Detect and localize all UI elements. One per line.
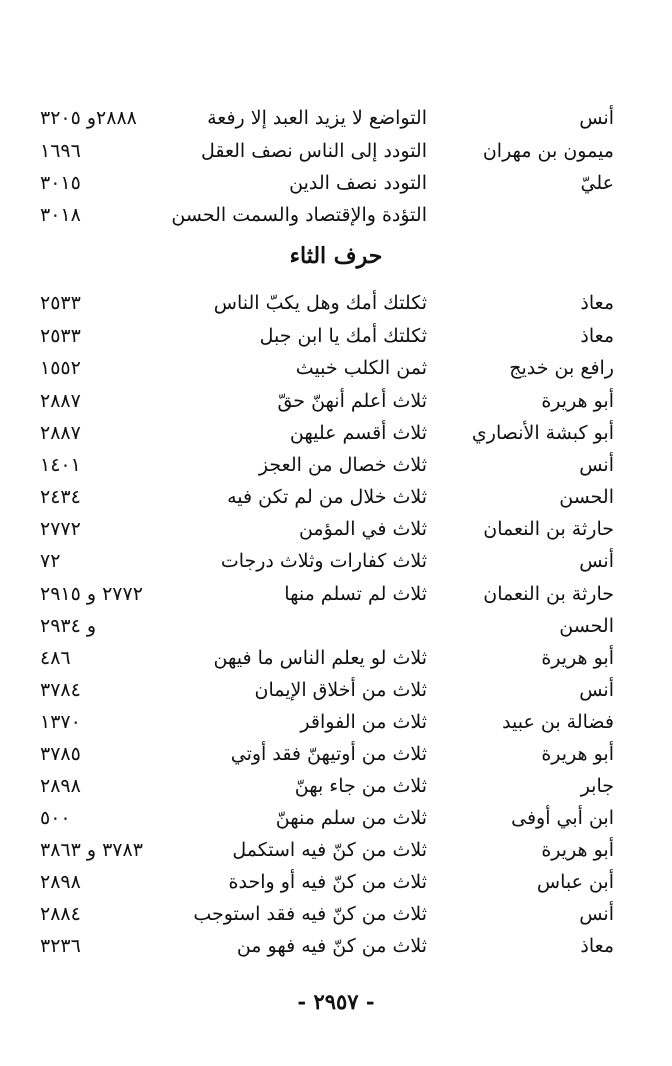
narrator: أبو هريرة (541, 839, 614, 861)
hadith-text: ثلاث من كنّ فيه أو واحدة (228, 871, 427, 893)
hadith-text: ثمن الكلب خبيث (295, 357, 427, 379)
reference-number: ٢٧٧٢ (40, 518, 81, 540)
reference-number: ٥٠٠ (40, 807, 71, 829)
page-number: - ٢٩٥٧ - (297, 989, 375, 1014)
index-row (40, 136, 632, 166)
hadith-text: ثلاث أقسم عليهن (289, 422, 427, 444)
narrator: جابر (580, 775, 614, 797)
reference-number: ٢٨٨٤ (40, 903, 81, 925)
reference-number: ٢٥٣٣ (40, 292, 81, 314)
index-row (40, 771, 632, 801)
index-row (40, 353, 632, 383)
index-row (40, 546, 632, 576)
hadith-text: ثلاث خلال من لم تكن فيه (227, 486, 427, 508)
reference-number: ٢٤٣٤ (40, 486, 81, 508)
hadith-text: التودد إلى الناس نصف العقل (200, 140, 427, 162)
index-row (40, 835, 632, 865)
narrator: أنس (579, 107, 614, 129)
hadith-text: ثلاث من أوتيهنّ فقد أوتي (230, 743, 427, 765)
reference-number: ١٥٥٢ (40, 357, 81, 379)
hadith-text: التودد نصف الدين (289, 172, 427, 194)
index-row (40, 200, 632, 230)
section-heading: حرف الثاء (289, 243, 383, 269)
narrator: فضالة بن عبيد (502, 711, 614, 733)
hadith-text: ثلاث خصال من العجز (258, 454, 427, 476)
reference-number: ٣٠١٥ (40, 172, 81, 194)
reference-number: ١٤٠١ (40, 454, 81, 476)
reference-number: ٢٨٨٧ (40, 422, 81, 444)
index-row (40, 321, 632, 351)
hadith-text: ثلاث من سلم منهنّ (275, 807, 427, 829)
reference-number: ٢٨٩٨ (40, 871, 81, 893)
hadith-text: التؤدة والإقتصاد والسمت الحسن (171, 204, 427, 226)
reference-number: ٣٠١٨ (40, 204, 81, 226)
narrator: معاذ (580, 935, 614, 957)
reference-number: ٢٨٨٨و ٣٢٠٥ (40, 107, 137, 129)
index-row (40, 386, 632, 416)
narrator: أبو كبشة الأنصاري (471, 422, 614, 444)
index-row (40, 579, 632, 609)
reference-number: ١٣٧٠ (40, 711, 81, 733)
reference-number: ٣٧٨٥ (40, 743, 81, 765)
narrator: الحسن (559, 615, 614, 637)
hadith-text: ثلاث لم تسلم منها (284, 583, 427, 605)
hadith-text: ثلاث لو يعلم الناس ما فيهن (213, 647, 427, 669)
index-row (40, 707, 632, 737)
hadith-text: التواضع لا يزيد العبد إلا رفعة (207, 107, 427, 129)
narrator: أنس (579, 550, 614, 572)
hadith-text: ثلاث من كنّ فيه فهو من (236, 935, 427, 957)
index-row (40, 803, 632, 833)
narrator: حارثة بن النعمان (483, 583, 614, 605)
index-row (40, 931, 632, 961)
narrator: أبو هريرة (541, 743, 614, 765)
reference-number: ٣٢٣٦ (40, 935, 81, 957)
reference-number: ٧٢ (40, 550, 61, 572)
narrator: أبن عباس (536, 871, 614, 893)
reference-number: ٣٧٨٤ (40, 679, 81, 701)
hadith-text: ثلاث من جاء بهنّ (294, 775, 427, 797)
narrator: أنس (579, 454, 614, 476)
narrator: عليّ (580, 172, 614, 194)
index-row (40, 514, 632, 544)
narrator: معاذ (580, 325, 614, 347)
narrator: أنس (579, 903, 614, 925)
narrator: حارثة بن النعمان (483, 518, 614, 540)
index-row (40, 739, 632, 769)
hadith-text: ثلاث من الفواقر (300, 711, 427, 733)
reference-number: و ٢٩٣٤ (40, 615, 97, 637)
hadith-text: ثلاث من أخلاق الإيمان (254, 679, 427, 701)
index-row (40, 450, 632, 480)
narrator: ابن أبي أوفى (511, 807, 614, 829)
narrator: أنس (579, 679, 614, 701)
reference-number: ٣٧٨٣ و ٣٨٦٣ (40, 839, 143, 861)
index-row (40, 418, 632, 448)
hadith-text: ثلاث كفارات وثلاث درجات (220, 550, 427, 572)
reference-number: ٢٥٣٣ (40, 325, 81, 347)
narrator: رافع بن خديج (509, 357, 614, 379)
hadith-text: ثلاث أعلم أنهنّ حقّ (277, 390, 427, 412)
narrator: ميمون بن مهران (482, 140, 614, 162)
hadith-text: ثلاث من كنّ فيه فقد استوجب (193, 903, 427, 925)
index-row (40, 899, 632, 929)
reference-number: ٢٨٩٨ (40, 775, 81, 797)
narrator: معاذ (580, 292, 614, 314)
narrator: أبو هريرة (541, 390, 614, 412)
hadith-text: ثلاث في المؤمن (298, 518, 427, 540)
hadith-text: ثلاث من كنّ فيه استكمل (232, 839, 427, 861)
narrator: أبو هريرة (541, 647, 614, 669)
reference-number: ١٦٩٦ (40, 140, 81, 162)
reference-number: ٤٨٦ (40, 647, 71, 669)
hadith-text: ثكلتك أمك يا ابن جبل (259, 325, 427, 347)
index-row (40, 103, 632, 133)
index-row (40, 168, 632, 198)
reference-number: ٢٨٨٧ (40, 390, 81, 412)
reference-number: ٢٧٧٢ و ٢٩١٥ (40, 583, 143, 605)
index-row (40, 643, 632, 673)
index-row (40, 482, 632, 512)
index-row (40, 867, 632, 897)
index-row (40, 675, 632, 705)
narrator: الحسن (559, 486, 614, 508)
index-row (40, 611, 632, 641)
hadith-text: ثكلتك أمك وهل يكبّ الناس (213, 292, 427, 314)
index-row (40, 288, 632, 318)
